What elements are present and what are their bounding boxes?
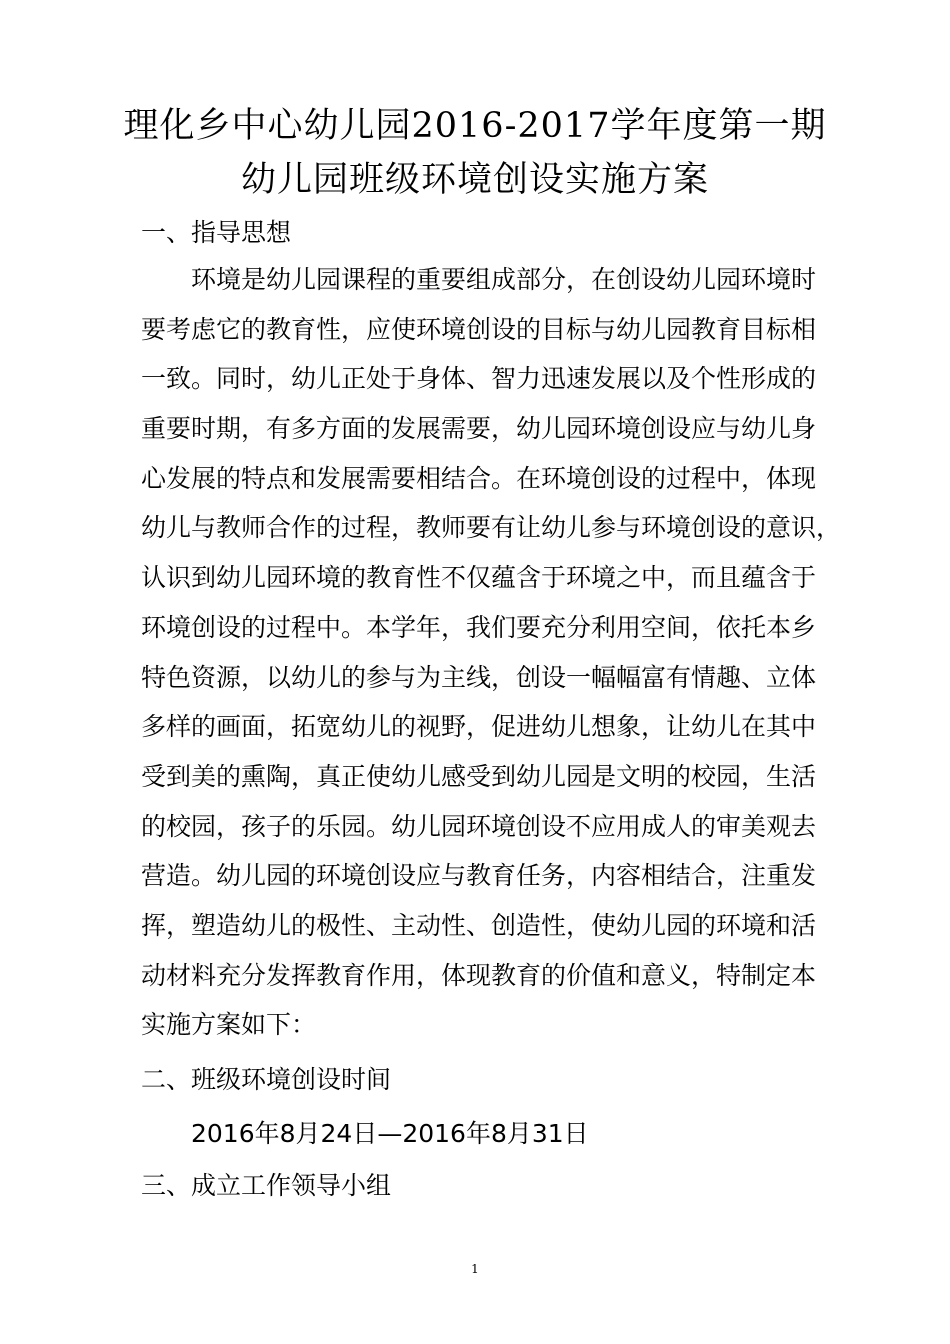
paragraph-line: 心发展的特点和发展需要相结合。在环境创设的过程中，体现 — [141, 463, 817, 493]
document-title-line-1: 理化乡中心幼儿园2016-2017学年度第一期 — [123, 106, 827, 146]
paragraph-line: 挥，塑造幼儿的极性、主动性、创造性，使幼儿园的环境和活 — [141, 910, 817, 940]
creation-time-range: 2016年8月24日—2016年8月31日 — [191, 1119, 589, 1148]
paragraph-line: 营造。幼儿园的环境创设应与教育任务，内容相结合，注重发 — [141, 861, 817, 891]
document-title-line-2: 幼儿园班级环境创设实施方案 — [240, 160, 709, 200]
paragraph-line: 认识到幼儿园环境的教育性不仅蕴含于环境之中，而且蕴含于 — [141, 563, 817, 593]
section-heading-guiding-ideology: 一、指导思想 — [141, 218, 292, 247]
paragraph-line: 的校园，孩子的乐园。幼儿园环境创设不应用成人的审美观去 — [141, 811, 817, 841]
paragraph-line: 重要时期，有多方面的发展需要，幼儿园环境创设应与幼儿身 — [141, 414, 817, 444]
section-1-paragraph — [141, 260, 842, 1055]
section-heading-leadership-group: 三、成立工作领导小组 — [141, 1171, 392, 1200]
paragraph-line: 特色资源，以幼儿的参与为主线，创设一幅幅富有情趣、立体 — [141, 662, 817, 692]
paragraph-line: 实施方案如下： — [141, 1010, 317, 1040]
paragraph-line: 动材料充分发挥教育作用，体现教育的价值和意义，特制定本 — [141, 960, 817, 990]
paragraph-line: 要考虑它的教育性，应使环境创设的目标与幼儿园教育目标相 — [141, 314, 817, 344]
paragraph-line: 幼儿与教师合作的过程，教师要有让幼儿参与环境创设的意识， — [141, 513, 842, 543]
paragraph-line: 多样的画面，拓宽幼儿的视野，促进幼儿想象，让幼儿在其中 — [141, 712, 817, 742]
paragraph-line: 环境创设的过程中。本学年，我们要充分利用空间，依托本乡 — [141, 612, 817, 642]
paragraph-line: 一致。同时，幼儿正处于身体、智力迅速发展以及个性形成的 — [141, 364, 817, 394]
section-heading-creation-time: 二、班级环境创设时间 — [141, 1065, 392, 1094]
paragraph-line: 环境是幼儿园课程的重要组成部分，在创设幼儿园环境时 — [191, 265, 817, 294]
paragraph-line: 受到美的熏陶，真正使幼儿感受到幼儿园是文明的校园，生活 — [141, 761, 817, 791]
page-number: 1 — [471, 1262, 479, 1276]
